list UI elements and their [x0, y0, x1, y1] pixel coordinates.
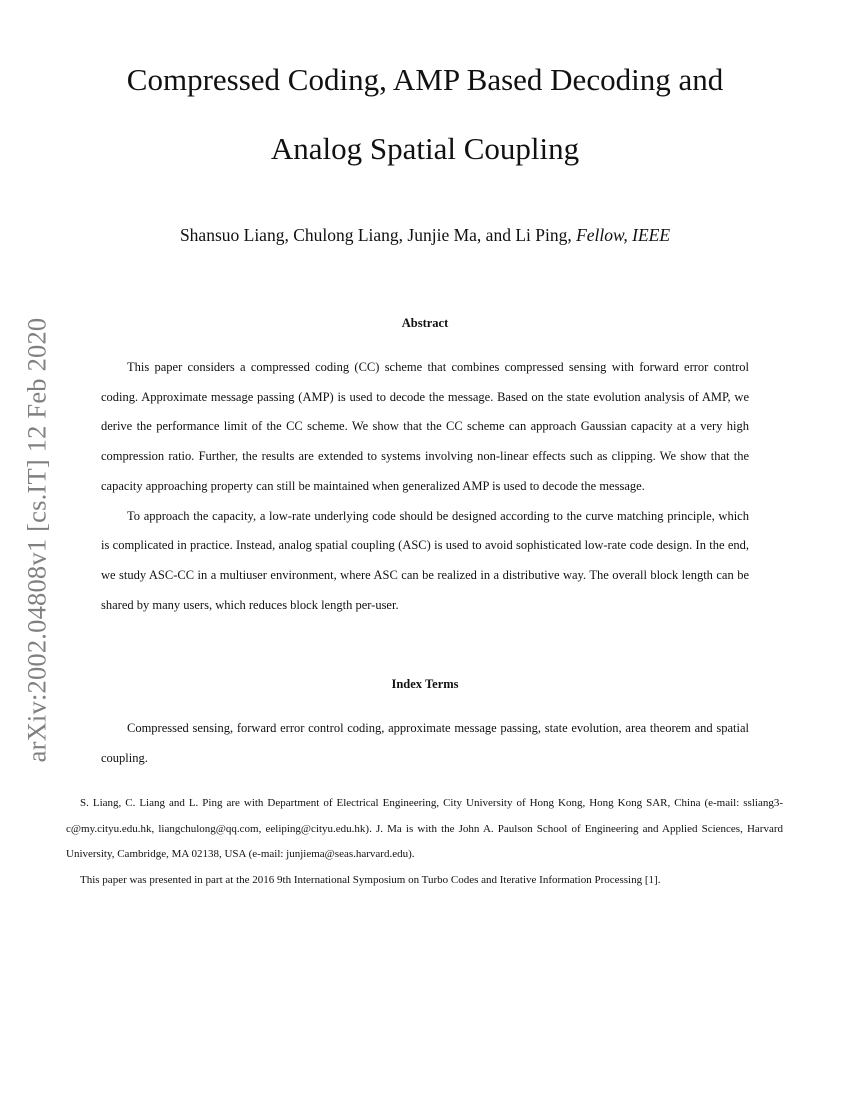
author-names: Shansuo Liang, Chulong Liang, Junjie Ma, and Li Ping,: [179, 225, 572, 245]
abstract-body: [101, 353, 749, 620]
index-terms-text: Compressed sensing, forward error control coding, approximate message passing, state evolution, area theorem and spatial coupling.: [101, 721, 749, 765]
index-terms-heading: Index Terms: [391, 677, 459, 691]
paper-title-line-1: Compressed Coding, AMP Based Decoding and: [126, 62, 724, 97]
paper-title-line-2: Analog Spatial Coupling: [270, 131, 580, 166]
abstract-heading: Abstract: [401, 316, 449, 330]
index-terms-body: [101, 714, 749, 773]
author-fellow-suffix: Fellow, IEEE: [576, 225, 671, 245]
author-list: [0, 224, 850, 246]
footnote-affiliations: S. Liang, C. Liang and L. Ping are with Department of Electrical Engineering, City University of Hong Kong, Hong Kong SAR, China (e-mail: ssliang3-c@my.cityu.edu.hk, liangchulong@qq.com, eeliping@cityu.edu.hk). J. Ma is with the John A. Paulson School of Engineering and Applied Sciences, Harvard University, Cambridge, MA 02138, USA (e-mail: junjiema@seas.harvard.edu).: [66, 797, 783, 860]
arxiv-stamp-text: arXiv:2002.04808v1 [cs.IT] 12 Feb 2020: [21, 317, 52, 763]
footnote-presentation: This paper was presented in part at the 2016 9th International Symposium on Turbo Codes and Iterative Information Processing [1].: [80, 873, 661, 886]
abstract-paragraph-2: To approach the capacity, a low-rate underlying code should be designed according to the curve matching principle, which is complicated in practice. Instead, analog spatial coupling (ASC) is used to avoid sophisticated low-rate code design. In the end, we study ASC-CC in a multiuser environment, where ASC can be realized in a distributive way. The overall block length can be shared by many users, which reduces block length per-user.: [101, 508, 749, 612]
abstract-paragraph-1: This paper considers a compressed coding (CC) scheme that combines compressed sensing with forward error control coding. Approximate message passing (AMP) is used to decode the message. Based on the state evolution analysis of AMP, we derive the performance limit of the CC scheme. We show that the CC scheme can approach Gaussian capacity at a very high compression ratio. Further, the results are extended to systems involving non-linear effects such as clipping. We show that the capacity approaching property can still be maintained when generalized AMP is used to decode the message.: [101, 360, 749, 493]
footnotes: [66, 791, 783, 893]
